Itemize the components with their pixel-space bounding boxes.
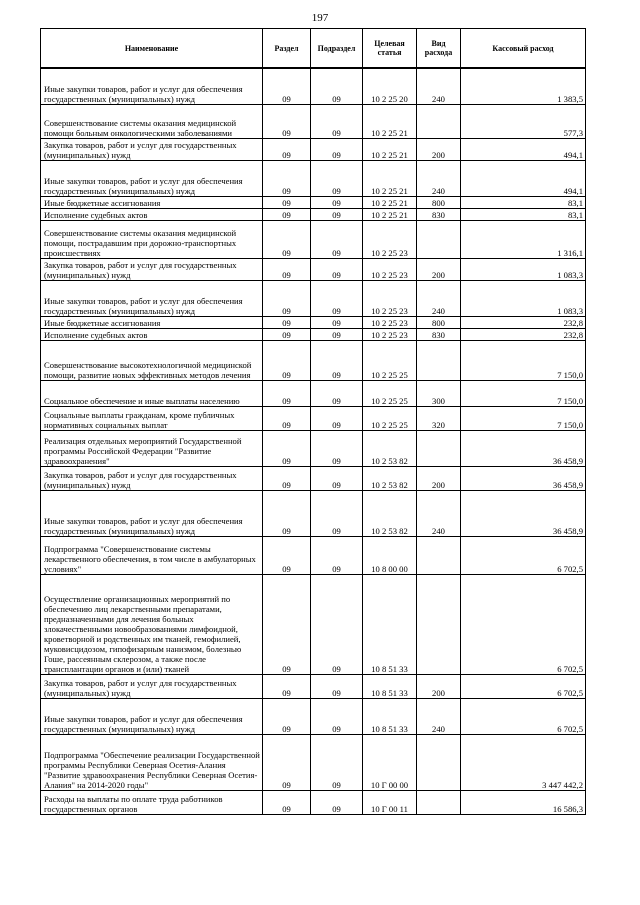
row-razdel: 09 xyxy=(263,790,311,814)
row-razdel: 09 xyxy=(263,380,311,406)
row-celevaya-statya: 10 2 25 21 xyxy=(363,104,417,138)
row-name: Подпрограмма "Обеспечение реализации Государственной программы Республики Северная Осетия-Алания "Развитие здравоохранения Республики Северная Осетия-Алания" на 2014-2020 годы" xyxy=(41,734,263,790)
row-celevaya-statya: 10 Г 00 11 xyxy=(363,790,417,814)
row-razdel: 09 xyxy=(263,160,311,196)
row-razdel: 09 xyxy=(263,490,311,536)
budget-table xyxy=(40,28,586,815)
header-name: Наименование xyxy=(41,29,263,69)
header-kassovy-rashod: Кассовый расход xyxy=(461,29,586,69)
row-vid-rashoda: 200 xyxy=(417,674,461,698)
row-vid-rashoda: 300 xyxy=(417,380,461,406)
table-row xyxy=(41,258,586,280)
row-podrazdel: 09 xyxy=(311,196,363,208)
row-name: Совершенствование системы оказания медицинской помощи больным онкологическими заболеваниями xyxy=(41,104,263,138)
table-row xyxy=(41,430,586,466)
row-vid-rashoda: 800 xyxy=(417,316,461,328)
row-vid-rashoda: 200 xyxy=(417,138,461,160)
row-name: Исполнение судебных актов xyxy=(41,208,263,220)
row-vid-rashoda: 830 xyxy=(417,208,461,220)
row-razdel: 09 xyxy=(263,280,311,316)
row-celevaya-statya: 10 2 25 21 xyxy=(363,138,417,160)
row-razdel: 09 xyxy=(263,340,311,380)
row-podrazdel: 09 xyxy=(311,734,363,790)
row-podrazdel: 09 xyxy=(311,258,363,280)
row-kassovy-rashod: 232,8 xyxy=(461,316,586,328)
row-kassovy-rashod: 1 083,3 xyxy=(461,258,586,280)
row-name: Закупка товаров, работ и услуг для государственных (муниципальных) нужд xyxy=(41,258,263,280)
table-row xyxy=(41,340,586,380)
row-name: Социальные выплаты гражданам, кроме публичных нормативных социальных выплат xyxy=(41,406,263,430)
row-name: Совершенствование высокотехнологичной медицинской помощи, развитие новых эффективных методов лечения xyxy=(41,340,263,380)
row-name: Иные бюджетные ассигнования xyxy=(41,316,263,328)
row-podrazdel: 09 xyxy=(311,280,363,316)
row-podrazdel: 09 xyxy=(311,160,363,196)
row-celevaya-statya: 10 2 25 25 xyxy=(363,340,417,380)
row-kassovy-rashod: 6 702,5 xyxy=(461,698,586,734)
table-row xyxy=(41,406,586,430)
row-kassovy-rashod: 1 316,1 xyxy=(461,220,586,258)
row-celevaya-statya: 10 2 25 25 xyxy=(363,406,417,430)
row-vid-rashoda: 200 xyxy=(417,258,461,280)
row-name: Социальное обеспечение и иные выплаты населению xyxy=(41,380,263,406)
row-razdel: 09 xyxy=(263,406,311,430)
row-kassovy-rashod: 577,3 xyxy=(461,104,586,138)
row-kassovy-rashod: 7 150,0 xyxy=(461,340,586,380)
row-celevaya-statya: 10 2 25 21 xyxy=(363,196,417,208)
table-row xyxy=(41,536,586,574)
row-celevaya-statya: 10 2 53 82 xyxy=(363,430,417,466)
row-name: Иные закупки товаров, работ и услуг для обеспечения государственных (муниципальных) нужд xyxy=(41,280,263,316)
row-razdel: 09 xyxy=(263,674,311,698)
row-podrazdel: 09 xyxy=(311,536,363,574)
row-vid-rashoda: 240 xyxy=(417,160,461,196)
row-vid-rashoda: 240 xyxy=(417,68,461,104)
row-vid-rashoda: 240 xyxy=(417,280,461,316)
table-row xyxy=(41,466,586,490)
header-podrazdel: Подраздел xyxy=(311,29,363,69)
table-row xyxy=(41,160,586,196)
row-name: Подпрограмма "Совершенствование системы лекарственного обеспечения, в том числе в амбулаторных условиях" xyxy=(41,536,263,574)
row-celevaya-statya: 10 2 25 23 xyxy=(363,328,417,340)
row-razdel: 09 xyxy=(263,536,311,574)
row-kassovy-rashod: 494,1 xyxy=(461,138,586,160)
row-razdel: 09 xyxy=(263,430,311,466)
row-celevaya-statya: 10 2 25 25 xyxy=(363,380,417,406)
row-vid-rashoda xyxy=(417,104,461,138)
row-podrazdel: 09 xyxy=(311,104,363,138)
row-name: Иные закупки товаров, работ и услуг для обеспечения государственных (муниципальных) нужд xyxy=(41,490,263,536)
row-podrazdel: 09 xyxy=(311,466,363,490)
row-razdel: 09 xyxy=(263,208,311,220)
row-razdel: 09 xyxy=(263,316,311,328)
row-celevaya-statya: 10 2 25 20 xyxy=(363,68,417,104)
table-row xyxy=(41,490,586,536)
row-celevaya-statya: 10 8 51 33 xyxy=(363,674,417,698)
row-vid-rashoda xyxy=(417,430,461,466)
row-celevaya-statya: 10 2 25 23 xyxy=(363,280,417,316)
row-vid-rashoda: 240 xyxy=(417,698,461,734)
row-razdel: 09 xyxy=(263,138,311,160)
row-name: Закупка товаров, работ и услуг для государственных (муниципальных) нужд xyxy=(41,138,263,160)
row-name: Закупка товаров, работ и услуг для государственных (муниципальных) нужд xyxy=(41,466,263,490)
row-name: Осуществление организационных мероприятий по обеспечению лиц лекарственными препаратами, предназначенными для лечения больных злокачественными новообразованиями лимфоидной, кроветворной и родственных им тканей, гемофилией, муковисцидозом, гипофизарным нанизмом, болезнью Гоше, рассеянным склерозом, а также после трансплантации органов и (или) тканей xyxy=(41,574,263,674)
row-vid-rashoda xyxy=(417,574,461,674)
table-row xyxy=(41,280,586,316)
row-name: Исполнение судебных актов xyxy=(41,328,263,340)
table-row xyxy=(41,68,586,104)
row-celevaya-statya: 10 2 25 21 xyxy=(363,160,417,196)
row-razdel: 09 xyxy=(263,574,311,674)
row-celevaya-statya: 10 2 53 82 xyxy=(363,466,417,490)
header-celevaya-statya: Целевая статья xyxy=(363,29,417,69)
row-podrazdel: 09 xyxy=(311,138,363,160)
row-vid-rashoda xyxy=(417,340,461,380)
row-name: Иные бюджетные ассигнования xyxy=(41,196,263,208)
row-celevaya-statya: 10 Г 00 00 xyxy=(363,734,417,790)
row-vid-rashoda xyxy=(417,536,461,574)
row-kassovy-rashod: 7 150,0 xyxy=(461,380,586,406)
row-podrazdel: 09 xyxy=(311,574,363,674)
row-vid-rashoda xyxy=(417,790,461,814)
row-podrazdel: 09 xyxy=(311,406,363,430)
row-celevaya-statya: 10 8 00 00 xyxy=(363,536,417,574)
table-row xyxy=(41,104,586,138)
row-kassovy-rashod: 36 458,9 xyxy=(461,490,586,536)
row-name: Реализация отдельных мероприятий Государственной программы Российской Федерации "Развитие здравоохранения" xyxy=(41,430,263,466)
row-podrazdel: 09 xyxy=(311,380,363,406)
row-name: Иные закупки товаров, работ и услуг для обеспечения государственных (муниципальных) нужд xyxy=(41,698,263,734)
row-podrazdel: 09 xyxy=(311,490,363,536)
row-razdel: 09 xyxy=(263,734,311,790)
row-celevaya-statya: 10 2 25 21 xyxy=(363,208,417,220)
row-celevaya-statya: 10 2 25 23 xyxy=(363,316,417,328)
row-kassovy-rashod: 36 458,9 xyxy=(461,466,586,490)
row-podrazdel: 09 xyxy=(311,68,363,104)
table-row xyxy=(41,674,586,698)
row-kassovy-rashod: 7 150,0 xyxy=(461,406,586,430)
table-row xyxy=(41,316,586,328)
row-podrazdel: 09 xyxy=(311,790,363,814)
row-kassovy-rashod: 83,1 xyxy=(461,208,586,220)
row-podrazdel: 09 xyxy=(311,430,363,466)
row-kassovy-rashod: 36 458,9 xyxy=(461,430,586,466)
table-row xyxy=(41,328,586,340)
table-header-row xyxy=(41,29,586,69)
table-row xyxy=(41,380,586,406)
row-celevaya-statya: 10 8 51 33 xyxy=(363,698,417,734)
row-name: Совершенствование системы оказания медицинской помощи, пострадавшим при дорожно-транспортных происшествиях xyxy=(41,220,263,258)
row-podrazdel: 09 xyxy=(311,208,363,220)
row-podrazdel: 09 xyxy=(311,316,363,328)
row-kassovy-rashod: 1 083,3 xyxy=(461,280,586,316)
row-podrazdel: 09 xyxy=(311,698,363,734)
row-vid-rashoda: 200 xyxy=(417,466,461,490)
row-vid-rashoda: 320 xyxy=(417,406,461,430)
row-vid-rashoda: 830 xyxy=(417,328,461,340)
row-kassovy-rashod: 3 447 442,2 xyxy=(461,734,586,790)
row-podrazdel: 09 xyxy=(311,328,363,340)
row-kassovy-rashod: 6 702,5 xyxy=(461,574,586,674)
row-vid-rashoda: 800 xyxy=(417,196,461,208)
table-row xyxy=(41,208,586,220)
row-kassovy-rashod: 232,8 xyxy=(461,328,586,340)
row-name: Иные закупки товаров, работ и услуг для обеспечения государственных (муниципальных) нужд xyxy=(41,68,263,104)
row-kassovy-rashod: 16 586,3 xyxy=(461,790,586,814)
header-vid-rashoda: Вид расхода xyxy=(417,29,461,69)
table-row xyxy=(41,574,586,674)
row-podrazdel: 09 xyxy=(311,220,363,258)
row-podrazdel: 09 xyxy=(311,674,363,698)
row-kassovy-rashod: 494,1 xyxy=(461,160,586,196)
row-vid-rashoda xyxy=(417,734,461,790)
row-name: Закупка товаров, работ и услуг для государственных (муниципальных) нужд xyxy=(41,674,263,698)
row-vid-rashoda: 240 xyxy=(417,490,461,536)
table-row xyxy=(41,138,586,160)
row-razdel: 09 xyxy=(263,698,311,734)
table-row xyxy=(41,196,586,208)
row-vid-rashoda xyxy=(417,220,461,258)
header-razdel: Раздел xyxy=(263,29,311,69)
row-razdel: 09 xyxy=(263,466,311,490)
row-celevaya-statya: 10 2 25 23 xyxy=(363,258,417,280)
row-name: Расходы на выплаты по оплате труда работников государственных органов xyxy=(41,790,263,814)
page-number: 197 xyxy=(311,12,329,24)
row-razdel: 09 xyxy=(263,68,311,104)
row-kassovy-rashod: 6 702,5 xyxy=(461,536,586,574)
table-row xyxy=(41,790,586,814)
row-celevaya-statya: 10 2 53 82 xyxy=(363,490,417,536)
row-kassovy-rashod: 83,1 xyxy=(461,196,586,208)
row-podrazdel: 09 xyxy=(311,340,363,380)
row-kassovy-rashod: 6 702,5 xyxy=(461,674,586,698)
table-row xyxy=(41,220,586,258)
row-razdel: 09 xyxy=(263,220,311,258)
row-razdel: 09 xyxy=(263,328,311,340)
row-celevaya-statya: 10 2 25 23 xyxy=(363,220,417,258)
row-razdel: 09 xyxy=(263,196,311,208)
row-name: Иные закупки товаров, работ и услуг для обеспечения государственных (муниципальных) нужд xyxy=(41,160,263,196)
row-razdel: 09 xyxy=(263,104,311,138)
row-kassovy-rashod: 1 383,5 xyxy=(461,68,586,104)
row-razdel: 09 xyxy=(263,258,311,280)
table-row xyxy=(41,698,586,734)
row-celevaya-statya: 10 8 51 33 xyxy=(363,574,417,674)
table-row xyxy=(41,734,586,790)
